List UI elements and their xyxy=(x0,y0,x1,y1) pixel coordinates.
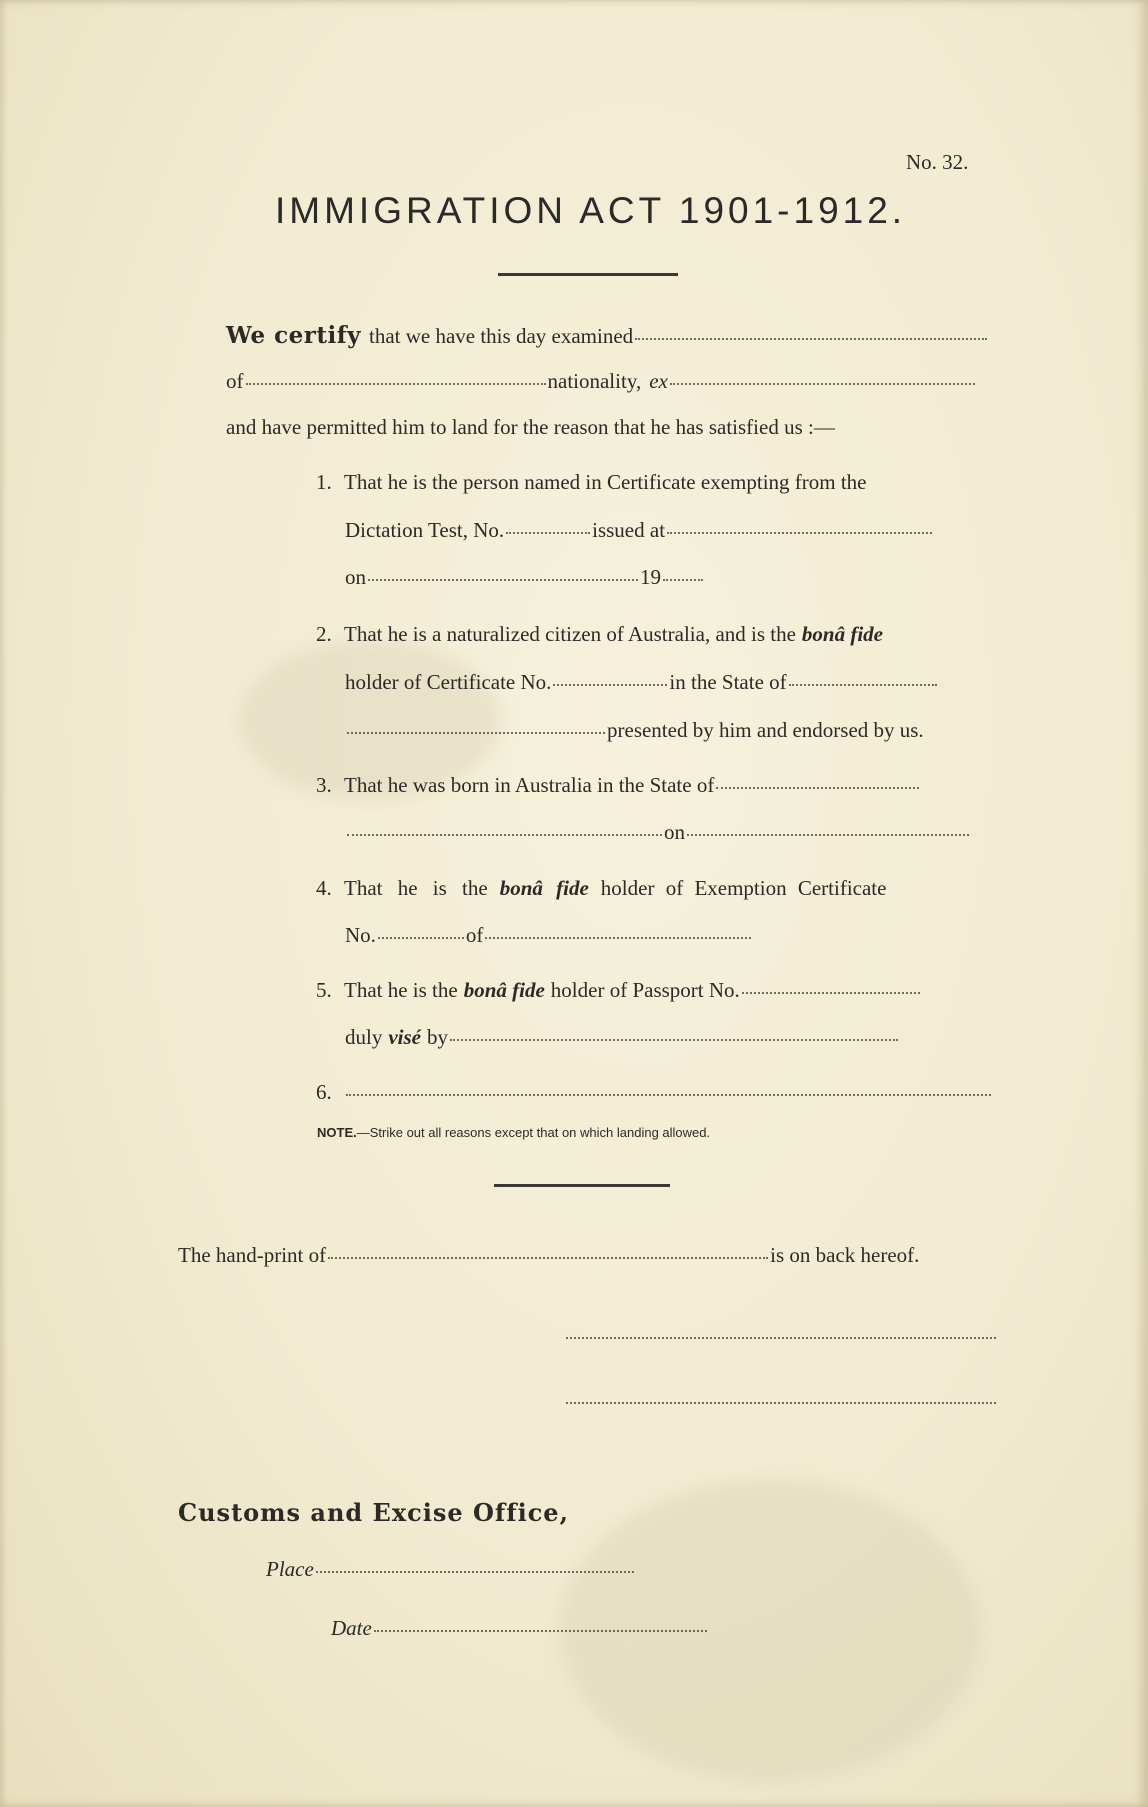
strike-out-note xyxy=(317,1125,710,1140)
reason-3-line-2 xyxy=(345,820,971,845)
date-label: Date xyxy=(331,1616,372,1640)
note-label: NOTE. xyxy=(317,1125,357,1140)
born-on-field[interactable] xyxy=(687,834,969,836)
reason-2-number: 2. xyxy=(316,622,332,646)
reason-4-text-a: That he is the xyxy=(344,876,488,900)
form-number: No. 32. xyxy=(906,150,969,174)
reason-4-line-1 xyxy=(316,876,886,901)
issued-at-label: issued at xyxy=(592,518,666,542)
handprint-line xyxy=(178,1243,919,1268)
vise-text: visé xyxy=(388,1025,421,1049)
we-certify: We certify xyxy=(226,322,361,349)
bona-fide-text: bonâ fide xyxy=(499,876,589,900)
reason-2-line-3 xyxy=(345,718,924,743)
issued-at-field[interactable] xyxy=(667,532,932,534)
reason-2-line-2 xyxy=(345,670,939,695)
reason-6-number: 6. xyxy=(316,1080,332,1104)
exemption-no-label: No. xyxy=(345,923,376,947)
reason-5-text-a: That he is the xyxy=(344,978,458,1002)
section-rule xyxy=(494,1184,670,1187)
born-place-field[interactable] xyxy=(347,834,662,836)
reason-2-line-1 xyxy=(316,622,883,647)
reason-6-line xyxy=(316,1080,993,1105)
place-line xyxy=(266,1557,636,1582)
examined-text: that we have this day examined xyxy=(368,324,634,348)
reason-5-number: 5. xyxy=(316,978,332,1002)
exemption-of-field[interactable] xyxy=(485,937,751,939)
exemption-no-field[interactable] xyxy=(378,937,464,939)
reason-4-text-c: holder of Exemption Certificate xyxy=(600,876,887,900)
state-of-label: in the State of xyxy=(669,670,787,694)
examined-field[interactable] xyxy=(635,338,987,340)
handprint-label: The hand-print of xyxy=(178,1243,327,1267)
bona-fide-text: bonâ fide xyxy=(801,622,883,646)
signature-line-1[interactable] xyxy=(566,1337,996,1339)
place-label: Place xyxy=(266,1557,314,1581)
reason-1-line-1 xyxy=(316,470,867,495)
handprint-suffix: is on back hereof. xyxy=(770,1243,920,1267)
place-field[interactable] xyxy=(316,1571,634,1573)
issued-on-field[interactable] xyxy=(368,579,638,581)
exemption-of-label: of xyxy=(465,923,484,947)
examined-line xyxy=(226,322,989,349)
permitted-line: and have permitted him to land for the reason that he has satisfied us :— xyxy=(226,415,835,439)
certificate-no-field[interactable] xyxy=(553,684,667,686)
state-of-field[interactable] xyxy=(789,684,937,686)
reason-3-number: 3. xyxy=(316,773,332,797)
other-reason-field[interactable] xyxy=(346,1094,991,1096)
reason-1-line-3 xyxy=(345,565,705,590)
reason-3-line-1 xyxy=(316,773,921,798)
reason-1-number: 1. xyxy=(316,470,332,494)
nationality-label: nationality, xyxy=(547,369,642,393)
reason-2-text: That he is a naturalized citizen of Australia, and is the xyxy=(344,622,796,646)
dictation-test-label: Dictation Test, No. xyxy=(345,518,505,542)
date-field[interactable] xyxy=(374,1630,707,1632)
reason-3-text: That he was born in Australia in the State of xyxy=(344,773,715,797)
reason-5-line-2 xyxy=(345,1025,900,1050)
document-title: IMMIGRATION ACT 1901-1912. xyxy=(275,190,907,231)
certificate-no-label: holder of Certificate No. xyxy=(345,670,552,694)
year-field[interactable] xyxy=(663,579,703,581)
year-prefix: 19 xyxy=(640,565,661,589)
handprint-name-field[interactable] xyxy=(328,1257,768,1259)
vise-by-field[interactable] xyxy=(450,1039,898,1041)
signature-line-2[interactable] xyxy=(566,1402,996,1404)
office-heading: Customs and Excise Office, xyxy=(178,1498,569,1527)
by-label: by xyxy=(427,1025,448,1049)
born-state-field[interactable] xyxy=(716,787,919,789)
note-text: —Strike out all reasons except that on which landing allowed. xyxy=(356,1125,711,1140)
passport-no-label: holder of Passport No. xyxy=(550,978,740,1002)
origin-field[interactable] xyxy=(246,383,546,385)
ex-field[interactable] xyxy=(670,383,975,385)
reason-4-line-2 xyxy=(345,923,753,948)
passport-no-field[interactable] xyxy=(742,992,920,994)
reason-5-line-1 xyxy=(316,978,922,1003)
bona-fide-text: bonâ fide xyxy=(463,978,545,1002)
reason-4-number: 4. xyxy=(316,876,332,900)
on-label: on xyxy=(345,565,366,589)
presented-text: presented by him and endorsed by us. xyxy=(607,718,924,742)
date-line xyxy=(331,1616,709,1641)
dictation-test-number-field[interactable] xyxy=(506,532,590,534)
ex-label: ex xyxy=(649,369,668,393)
state-field-continued[interactable] xyxy=(347,732,605,734)
reason-1-line-2 xyxy=(345,518,934,543)
nationality-line xyxy=(226,369,977,394)
duly-label: duly xyxy=(345,1025,383,1049)
of-label: of xyxy=(226,369,244,393)
title-rule xyxy=(498,273,678,276)
born-on-label: on xyxy=(664,820,685,844)
reason-1-text: That he is the person named in Certificate exempting from the xyxy=(344,470,867,494)
